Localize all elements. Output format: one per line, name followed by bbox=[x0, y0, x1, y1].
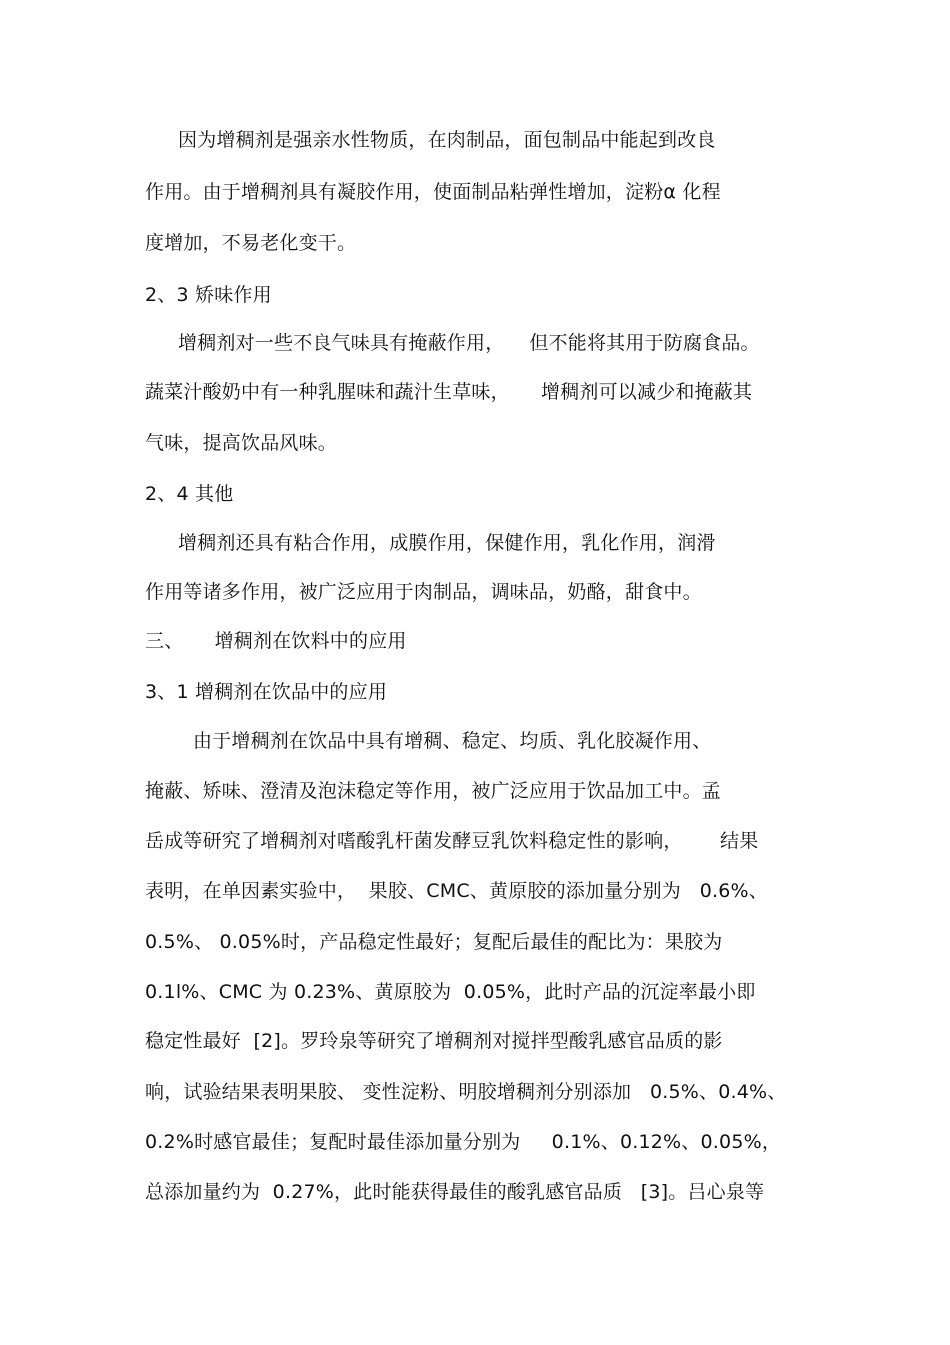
section-heading: 2、3 矫味作用 bbox=[145, 284, 272, 306]
paragraph-line: 表明，在单因素实验中， 果胶、CMC、黄原胶的添加量分别为 0.6%、 bbox=[145, 880, 768, 902]
paragraph-line: 由于增稠剂在饮品中具有增稠、稳定、均质、乳化胶凝作用、 bbox=[193, 730, 712, 752]
paragraph-line: 稳定性最好 [2]。罗玲泉等研究了增稠剂对搅拌型酸乳感官品质的影 bbox=[145, 1030, 723, 1052]
paragraph-line: 增稠剂对一些不良气味具有掩蔽作用， 但不能将其用于防腐食品。 bbox=[178, 332, 760, 354]
section-heading: 2、4 其他 bbox=[145, 483, 234, 505]
chapter-heading: 三、 增稠剂在饮料中的应用 bbox=[145, 630, 407, 652]
paragraph-line: 作用等诸多作用，被广泛应用于肉制品，调味品，奶酪，甜食中。 bbox=[145, 581, 702, 603]
paragraph-line: 蔬菜汁酸奶中有一种乳腥味和蔬汁生草味， 增稠剂可以减少和掩蔽其 bbox=[145, 381, 753, 403]
section-heading: 3、1 增稠剂在饮品中的应用 bbox=[145, 681, 388, 703]
paragraph-line: 总添加量约为 0.27%，此时能获得最佳的酸乳感官品质 [3]。吕心泉等 bbox=[145, 1181, 765, 1203]
paragraph-line: 0.1l%、CMC 为 0.23%、黄原胶为 0.05%，此时产品的沉淀率最小即 bbox=[145, 981, 756, 1003]
paragraph-line: 因为增稠剂是强亲水性物质，在肉制品，面包制品中能起到改良 bbox=[178, 129, 716, 151]
paragraph-line: 岳成等研究了增稠剂对嗜酸乳杆菌发酵豆乳饮料稳定性的影响， 结果 bbox=[145, 830, 759, 852]
paragraph-line: 增稠剂还具有粘合作用，成膜作用，保健作用，乳化作用，润滑 bbox=[178, 532, 716, 554]
paragraph-line: 掩蔽、矫味、澄清及泡沫稳定等作用，被广泛应用于饮品加工中。孟 bbox=[145, 780, 722, 802]
paragraph-line: 度增加，不易老化变干。 bbox=[145, 232, 357, 254]
paragraph-line: 0.2%时感官最佳；复配时最佳添加量分别为 0.1%、0.12%、0.05%， bbox=[145, 1131, 782, 1153]
paragraph-line: 作用。由于增稠剂具有凝胶作用，使面制品粘弹性增加，淀粉α 化程 bbox=[145, 181, 721, 203]
paragraph-line: 0.5%、 0.05%时，产品稳定性最好；复配后最佳的配比为：果胶为 bbox=[145, 931, 723, 953]
paragraph-line: 气味，提高饮品风味。 bbox=[145, 432, 338, 454]
paragraph-line: 响，试验结果表明果胶、 变性淀粉、明胶增稠剂分别添加 0.5%、0.4%、 bbox=[145, 1081, 787, 1103]
